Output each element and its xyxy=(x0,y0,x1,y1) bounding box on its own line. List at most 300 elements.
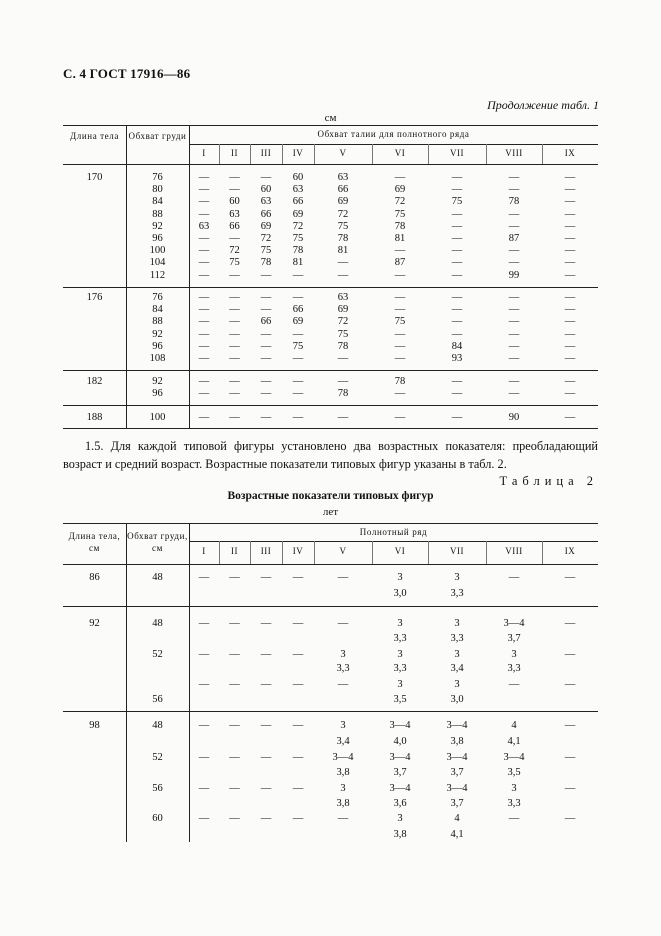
predominant-age: — xyxy=(260,679,272,690)
table-continuation-label: Продолжение табл. 1 xyxy=(487,98,599,112)
column-rule xyxy=(126,125,127,428)
predominant-age: — xyxy=(292,618,304,629)
row-label-IX: IX xyxy=(564,148,576,158)
table-cell: 69 xyxy=(292,316,304,328)
col-header-group: Обхват талии для полнотного ряда xyxy=(317,129,470,139)
predominant-age: 3 xyxy=(397,649,403,660)
table-cell: — xyxy=(451,220,463,232)
rule-line xyxy=(63,564,598,565)
average-age: 3,0 xyxy=(393,588,407,599)
average-age: 3,8 xyxy=(336,767,350,778)
predominant-age: — xyxy=(292,783,304,794)
chest-value: 48 xyxy=(152,572,163,583)
table-cell: 63 xyxy=(337,172,349,183)
row-label-V: V xyxy=(339,546,347,556)
average-age: 3,3 xyxy=(450,588,464,599)
predominant-age: — xyxy=(260,752,272,763)
row-label-IV: IV xyxy=(292,148,304,158)
column-rule xyxy=(282,144,283,164)
table-cell: — xyxy=(394,353,406,364)
predominant-age: — xyxy=(337,813,349,824)
average-age: 3,8 xyxy=(393,829,407,840)
average-age: 3,8 xyxy=(450,736,464,747)
table-cell: 87 xyxy=(394,257,406,269)
predominant-age: — xyxy=(229,649,240,660)
table-cell: — xyxy=(292,269,304,281)
table-cell: 78 xyxy=(394,220,406,232)
table-cell: 60 xyxy=(229,196,240,208)
table-cell: — xyxy=(260,328,272,340)
table-cell: — xyxy=(564,353,576,364)
average-age: 3,3 xyxy=(507,663,521,674)
table2-unit: лет xyxy=(322,506,339,518)
table-cell: 99 xyxy=(508,269,520,281)
table-cell: — xyxy=(451,316,463,328)
rule-line xyxy=(63,523,598,524)
predominant-age: — xyxy=(229,679,240,690)
table-cell: — xyxy=(508,328,520,340)
table-cell: — xyxy=(451,388,463,400)
table-cell: — xyxy=(451,269,463,281)
table-cell: — xyxy=(508,257,520,269)
predominant-age: 4 xyxy=(454,813,460,824)
average-age: 4,0 xyxy=(393,736,407,747)
table-cell: 81 xyxy=(337,245,349,257)
table-cell: 75 xyxy=(292,233,304,244)
rule-line xyxy=(63,125,598,126)
average-age: 3,0 xyxy=(450,694,464,705)
column-rule xyxy=(428,144,429,164)
table-cell: 66 xyxy=(260,208,272,220)
chest-value: 84 xyxy=(152,304,163,316)
col-header-chest: Обхват груди, см xyxy=(127,531,188,553)
predominant-age: — xyxy=(564,720,576,731)
table-cell: — xyxy=(260,340,272,352)
column-rule xyxy=(314,144,315,164)
predominant-age: 3—4 xyxy=(332,752,354,763)
row-label-II: II xyxy=(231,148,238,158)
table-cell: 69 xyxy=(337,304,349,316)
table-cell: 78 xyxy=(337,233,349,244)
chest-value: 104 xyxy=(149,257,166,269)
table-cell: — xyxy=(292,376,304,387)
column-rule xyxy=(542,144,543,164)
table-cell: — xyxy=(198,196,210,208)
chest-value: 56 xyxy=(152,783,163,794)
average-age: 3,7 xyxy=(450,798,464,809)
table-cell: 90 xyxy=(508,412,520,423)
table-cell: 75 xyxy=(394,316,406,328)
predominant-age: 3—4 xyxy=(446,783,468,794)
chest-value: 76 xyxy=(152,292,163,303)
predominant-age: 3 xyxy=(397,679,403,690)
table-cell: — xyxy=(292,353,304,364)
table-cell: — xyxy=(394,304,406,316)
table-cell: — xyxy=(564,292,576,303)
predominant-age: — xyxy=(260,720,272,731)
predominant-age: 4 xyxy=(511,720,517,731)
table-cell: — xyxy=(394,245,406,257)
table-cell: 75 xyxy=(394,208,406,220)
column-rule xyxy=(219,144,220,164)
table-cell: — xyxy=(229,184,240,196)
predominant-age: — xyxy=(198,572,210,583)
table-cell: — xyxy=(292,388,304,400)
average-age: 3,3 xyxy=(393,633,407,644)
predominant-age: — xyxy=(198,813,210,824)
table-cell: 69 xyxy=(260,220,272,232)
table-cell: 75 xyxy=(292,340,304,352)
table-cell: — xyxy=(564,340,576,352)
predominant-age: — xyxy=(229,783,240,794)
chest-value: 88 xyxy=(152,316,163,328)
table-cell: — xyxy=(564,208,576,220)
table-cell: — xyxy=(451,304,463,316)
table-cell: — xyxy=(292,328,304,340)
predominant-age: — xyxy=(229,813,240,824)
table-cell: — xyxy=(508,172,520,183)
group-length: 170 xyxy=(86,172,103,183)
table-cell: — xyxy=(564,304,576,316)
table-cell: 93 xyxy=(451,353,463,364)
predominant-age: — xyxy=(229,720,240,731)
predominant-age: — xyxy=(198,783,210,794)
predominant-age: 3 xyxy=(511,783,517,794)
table-cell: — xyxy=(451,328,463,340)
table-cell: 78 xyxy=(394,376,406,387)
row-label-I: I xyxy=(202,148,206,158)
predominant-age: 3 xyxy=(454,572,460,583)
predominant-age: 3 xyxy=(340,720,346,731)
table-cell: — xyxy=(564,376,576,387)
chest-value: 88 xyxy=(152,208,163,220)
chest-value: 100 xyxy=(149,412,166,423)
table-cell: 69 xyxy=(394,184,406,196)
predominant-age: — xyxy=(337,572,349,583)
table-cell: — xyxy=(198,340,210,352)
chest-value: 60 xyxy=(152,813,163,824)
table-cell: 87 xyxy=(508,233,520,244)
column-rule xyxy=(282,541,283,564)
predominant-age: 3 xyxy=(397,618,403,629)
column-rule xyxy=(542,541,543,564)
table-cell: — xyxy=(564,233,576,244)
table-cell: — xyxy=(229,172,240,183)
chest-value: 112 xyxy=(149,269,166,281)
predominant-age: 3 xyxy=(340,649,346,660)
predominant-age: 3—4 xyxy=(389,783,411,794)
chest-value: 100 xyxy=(149,245,166,257)
group-length: 176 xyxy=(86,292,103,303)
table-cell: — xyxy=(394,340,406,352)
chest-value: 52 xyxy=(152,752,163,763)
page-header: С. 4 ГОСТ 17916—86 xyxy=(63,66,191,81)
table-cell: — xyxy=(198,184,210,196)
predominant-age: — xyxy=(292,679,304,690)
row-label-II: II xyxy=(231,546,238,556)
table-cell: 63 xyxy=(337,292,349,303)
predominant-age: — xyxy=(198,679,210,690)
column-rule xyxy=(372,144,373,164)
predominant-age: — xyxy=(229,752,240,763)
chest-value: 80 xyxy=(152,184,163,196)
predominant-age: 3 xyxy=(340,783,346,794)
column-rule xyxy=(428,541,429,564)
table-cell: — xyxy=(229,269,240,281)
average-age: 3,7 xyxy=(450,767,464,778)
predominant-age: — xyxy=(564,679,576,690)
column-rule xyxy=(486,144,487,164)
column-rule xyxy=(219,541,220,564)
column-rule xyxy=(314,541,315,564)
table-cell: — xyxy=(260,376,272,387)
table-cell: 81 xyxy=(394,233,406,244)
predominant-age: — xyxy=(260,649,272,660)
predominant-age: — xyxy=(292,813,304,824)
table-cell: — xyxy=(260,269,272,281)
table-cell: 75 xyxy=(260,245,272,257)
table-cell: — xyxy=(451,376,463,387)
chest-value: 96 xyxy=(152,233,163,244)
rule-line xyxy=(63,287,598,288)
table-cell: — xyxy=(198,233,210,244)
table-cell: — xyxy=(198,172,210,183)
row-label-V: V xyxy=(339,148,347,158)
chest-value: 84 xyxy=(152,196,163,208)
column-rule xyxy=(250,541,251,564)
predominant-age: — xyxy=(260,783,272,794)
row-label-VI: VI xyxy=(394,148,406,158)
predominant-age: — xyxy=(564,783,576,794)
row-label-III: III xyxy=(260,148,272,158)
average-age: 3,4 xyxy=(336,736,350,747)
row-label-VIII: VIII xyxy=(505,148,523,158)
row-label-VI: VI xyxy=(394,546,406,556)
predominant-age: — xyxy=(292,572,304,583)
table-cell: 75 xyxy=(337,328,349,340)
row-label-I: I xyxy=(202,546,206,556)
col-header-length: Длина тела xyxy=(70,131,119,141)
table-cell: — xyxy=(451,245,463,257)
table-cell: — xyxy=(260,172,272,183)
table-cell: 72 xyxy=(394,196,406,208)
predominant-age: 3—4 xyxy=(503,618,525,629)
table-cell: — xyxy=(337,412,349,423)
predominant-age: — xyxy=(260,618,272,629)
table-cell: — xyxy=(394,292,406,303)
column-rule xyxy=(486,541,487,564)
table-cell: — xyxy=(564,196,576,208)
chest-value: 56 xyxy=(152,694,163,705)
predominant-age: — xyxy=(198,752,210,763)
average-age: 4,1 xyxy=(507,736,521,747)
table2-number: Таблица 2 xyxy=(499,474,598,488)
group-length: 86 xyxy=(89,572,100,583)
predominant-age: — xyxy=(229,572,240,583)
rule-line xyxy=(63,711,598,712)
table-cell: — xyxy=(198,292,210,303)
table-cell: — xyxy=(198,388,210,400)
table-cell: — xyxy=(451,172,463,183)
table-cell: — xyxy=(451,292,463,303)
table-cell: — xyxy=(508,220,520,232)
table-cell: — xyxy=(229,388,240,400)
table-cell: — xyxy=(337,353,349,364)
chest-value: 76 xyxy=(152,172,163,183)
table-cell: — xyxy=(394,328,406,340)
table-cell: — xyxy=(394,172,406,183)
table-cell: 72 xyxy=(337,316,349,328)
table-cell: 78 xyxy=(337,340,349,352)
table-cell: — xyxy=(508,304,520,316)
table-cell: — xyxy=(260,304,272,316)
predominant-age: — xyxy=(260,572,272,583)
table-cell: — xyxy=(564,172,576,183)
table-cell: — xyxy=(564,257,576,269)
group-length: 188 xyxy=(86,412,103,423)
predominant-age: 3 xyxy=(454,679,460,690)
table-cell: — xyxy=(394,412,406,423)
table-cell: — xyxy=(564,388,576,400)
average-age: 3,7 xyxy=(507,633,521,644)
predominant-age: — xyxy=(292,720,304,731)
predominant-age: — xyxy=(292,649,304,660)
group-length: 92 xyxy=(89,618,100,629)
table-cell: — xyxy=(260,388,272,400)
table-cell: — xyxy=(564,328,576,340)
rule-line xyxy=(63,370,598,371)
table-cell: — xyxy=(451,184,463,196)
predominant-age: — xyxy=(292,752,304,763)
table-cell: 72 xyxy=(292,220,304,232)
table-cell: — xyxy=(451,208,463,220)
table-cell: — xyxy=(564,184,576,196)
predominant-age: 3 xyxy=(511,649,517,660)
row-label-VIII: VIII xyxy=(505,546,523,556)
average-age: 3,3 xyxy=(507,798,521,809)
table-cell: 78 xyxy=(260,257,272,269)
predominant-age: 3 xyxy=(397,813,403,824)
table-cell: — xyxy=(260,292,272,303)
col-header-group: Полнотный ряд xyxy=(359,527,428,537)
row-label-VII: VII xyxy=(450,148,464,158)
predominant-age: — xyxy=(198,720,210,731)
table-cell: 60 xyxy=(260,184,272,196)
table-cell: — xyxy=(229,292,240,303)
rule-line xyxy=(63,164,598,165)
col-header-chest: Обхват груди xyxy=(128,131,187,141)
table-cell: 75 xyxy=(451,196,463,208)
table2-title: Возрастные показатели типовых фигур xyxy=(227,490,434,502)
table-cell: — xyxy=(229,233,240,244)
table-cell: — xyxy=(337,376,349,387)
table-cell: 63 xyxy=(260,196,272,208)
table-cell: — xyxy=(229,328,240,340)
table-cell: 72 xyxy=(337,208,349,220)
table-cell: — xyxy=(198,316,210,328)
table-cell: — xyxy=(508,245,520,257)
predominant-age: 3 xyxy=(454,649,460,660)
table-cell: — xyxy=(394,269,406,281)
table-cell: 63 xyxy=(292,184,304,196)
table-cell: 75 xyxy=(337,220,349,232)
predominant-age: — xyxy=(337,679,349,690)
predominant-age: — xyxy=(508,813,520,824)
table-cell: — xyxy=(229,340,240,352)
table-cell: 72 xyxy=(229,245,240,257)
table-cell: — xyxy=(508,376,520,387)
table-cell: 78 xyxy=(508,196,520,208)
table-cell: 60 xyxy=(292,172,304,183)
predominant-age: — xyxy=(337,618,349,629)
table-cell: — xyxy=(394,388,406,400)
row-label-IX: IX xyxy=(564,546,576,556)
column-rule xyxy=(250,144,251,164)
table-cell: — xyxy=(198,328,210,340)
predominant-age: 3—4 xyxy=(446,752,468,763)
table-cell: — xyxy=(229,376,240,387)
table-cell: 78 xyxy=(292,245,304,257)
table-cell: 69 xyxy=(292,208,304,220)
table-cell: 66 xyxy=(260,316,272,328)
table-cell: — xyxy=(508,340,520,352)
predominant-age: 3 xyxy=(454,618,460,629)
table-cell: — xyxy=(198,376,210,387)
predominant-age: — xyxy=(564,572,576,583)
table-cell: — xyxy=(451,257,463,269)
table-cell: — xyxy=(564,412,576,423)
row-label-IV: IV xyxy=(292,546,304,556)
predominant-age: 3—4 xyxy=(389,752,411,763)
average-age: 3,3 xyxy=(450,633,464,644)
table-cell: — xyxy=(198,245,210,257)
table-cell: 66 xyxy=(229,220,240,232)
table1-unit: см xyxy=(324,112,337,124)
table-cell: — xyxy=(564,316,576,328)
table-cell: — xyxy=(198,304,210,316)
average-age: 3,5 xyxy=(507,767,521,778)
chest-value: 48 xyxy=(152,720,163,731)
table-cell: 66 xyxy=(292,304,304,316)
table-cell: — xyxy=(337,269,349,281)
table-cell: — xyxy=(198,412,210,423)
predominant-age: 3 xyxy=(397,572,403,583)
chest-value: 92 xyxy=(152,220,163,232)
predominant-age: — xyxy=(564,752,576,763)
predominant-age: 3—4 xyxy=(389,720,411,731)
chest-value: 92 xyxy=(152,328,163,340)
average-age: 3,6 xyxy=(393,798,407,809)
table-cell: 63 xyxy=(229,208,240,220)
table-cell: — xyxy=(451,412,463,423)
col-header-length: Длина тела, см xyxy=(68,531,121,553)
predominant-age: — xyxy=(198,649,210,660)
table-cell: 84 xyxy=(451,340,463,352)
column-rule xyxy=(372,541,373,564)
predominant-age: — xyxy=(564,649,576,660)
table-cell: — xyxy=(198,257,210,269)
table-cell: 69 xyxy=(337,196,349,208)
predominant-age: — xyxy=(260,813,272,824)
group-length: 182 xyxy=(86,376,103,387)
table-cell: — xyxy=(508,353,520,364)
table-cell: — xyxy=(508,208,520,220)
row-label-VII: VII xyxy=(450,546,464,556)
table-cell: — xyxy=(508,388,520,400)
table-cell: — xyxy=(451,233,463,244)
average-age: 3,3 xyxy=(336,663,350,674)
predominant-age: — xyxy=(508,572,520,583)
